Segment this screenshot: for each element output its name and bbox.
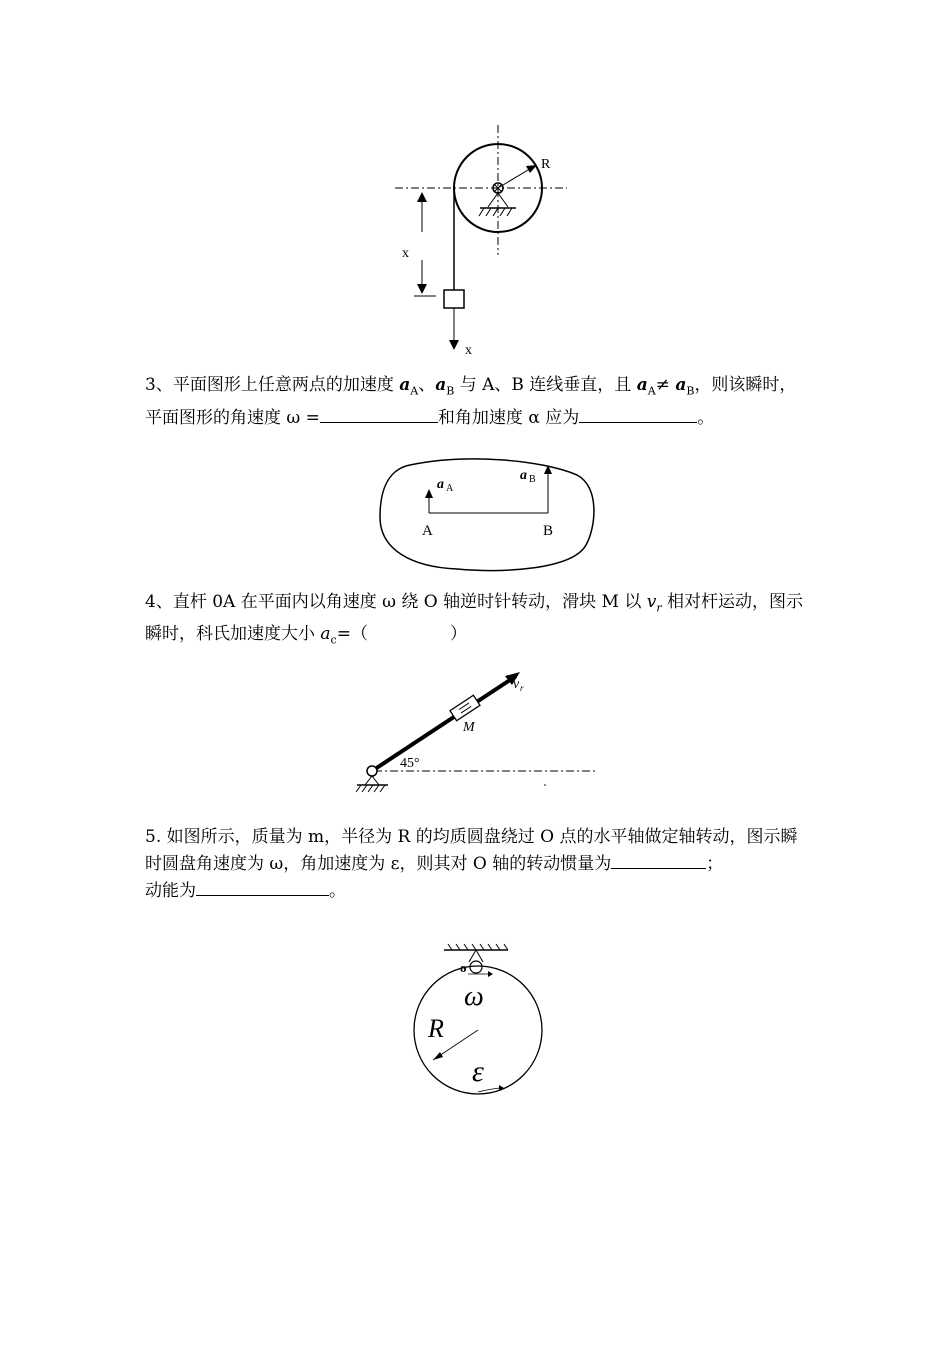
vr-symbol: v	[646, 592, 657, 612]
question-text: 平面图形上任意两点的加速度	[172, 375, 400, 395]
separator: 、	[418, 375, 436, 395]
ac-symbol: a	[320, 624, 331, 645]
vr-label: v	[513, 677, 520, 692]
accel-B-label: a	[520, 468, 527, 483]
vr-label-subscript: r	[520, 683, 524, 693]
subscript-A: A	[410, 384, 419, 398]
x-distance-label: x	[402, 246, 409, 261]
pulley-figure	[385, 120, 585, 360]
answer-blank-inertia[interactable]	[611, 850, 706, 869]
question-text: 与 A、B 连线垂直，且	[454, 375, 637, 395]
question-text: =（	[336, 624, 368, 645]
neq-sign: ≠	[655, 375, 676, 395]
x-axis-label: x	[465, 343, 472, 358]
question-text: 5. 如图所示，质量为 m，半径为 R 的均质圆盘绕过 O 点的水平轴做定轴转动，图示瞬时圆盘角速度为 ω，角加速度为 ε，则其对 O 轴的转动惯量为	[145, 827, 798, 874]
accel-a-B: a	[675, 375, 687, 395]
accel-a-A: a	[399, 375, 411, 395]
point-O-label: o	[460, 960, 467, 975]
subscript-A: A	[647, 384, 656, 398]
question-text: 动能为	[145, 881, 196, 901]
closing-paren: ）	[449, 624, 467, 645]
question-4	[145, 589, 810, 654]
question-5	[145, 824, 810, 904]
disk-figure	[400, 940, 560, 1100]
period: 。	[329, 881, 346, 901]
accel-A-subscript: A	[446, 483, 454, 494]
vr-subscript: r	[656, 601, 662, 615]
ac-subscript: c	[330, 633, 337, 647]
radius-label: R	[541, 157, 551, 172]
question-text: 和角加速度 α 应为	[437, 408, 580, 429]
answer-blank-omega[interactable]	[320, 404, 438, 423]
question-3	[145, 372, 810, 431]
accel-A-label: a	[437, 477, 444, 492]
accel-B-subscript: B	[529, 474, 536, 485]
answer-blank-kinetic-energy[interactable]	[196, 877, 329, 896]
accel-a-A: a	[636, 375, 648, 395]
point-A-label: A	[422, 523, 433, 539]
angle-label: 45°	[400, 756, 420, 771]
separator: ；	[706, 854, 724, 874]
accel-a-B: a	[435, 375, 447, 395]
answer-blank-alpha[interactable]	[579, 404, 697, 423]
point-B-label: B	[543, 523, 554, 539]
question-text: 相对杆运动，图示瞬时，科氏加速度大小	[145, 592, 804, 645]
omega-symbol: ω	[464, 981, 484, 1012]
slider-M-label: M	[463, 720, 475, 735]
rod-slider-figure	[350, 663, 610, 803]
period: 。	[697, 408, 715, 429]
subscript-B: B	[686, 384, 695, 398]
radius-R-label: R	[428, 1014, 444, 1043]
subscript-B: B	[446, 384, 455, 398]
epsilon-symbol: ε	[472, 1055, 484, 1088]
question-text: ，则该瞬时，平面图形的角速度 ω =	[145, 375, 797, 429]
question-text: 4、直杆 0A 在平面内以角速度 ω 绕 O 轴逆时针转动，滑块 M 以	[145, 592, 647, 612]
question-number: 3、	[145, 375, 173, 395]
plane-figure	[372, 455, 602, 580]
